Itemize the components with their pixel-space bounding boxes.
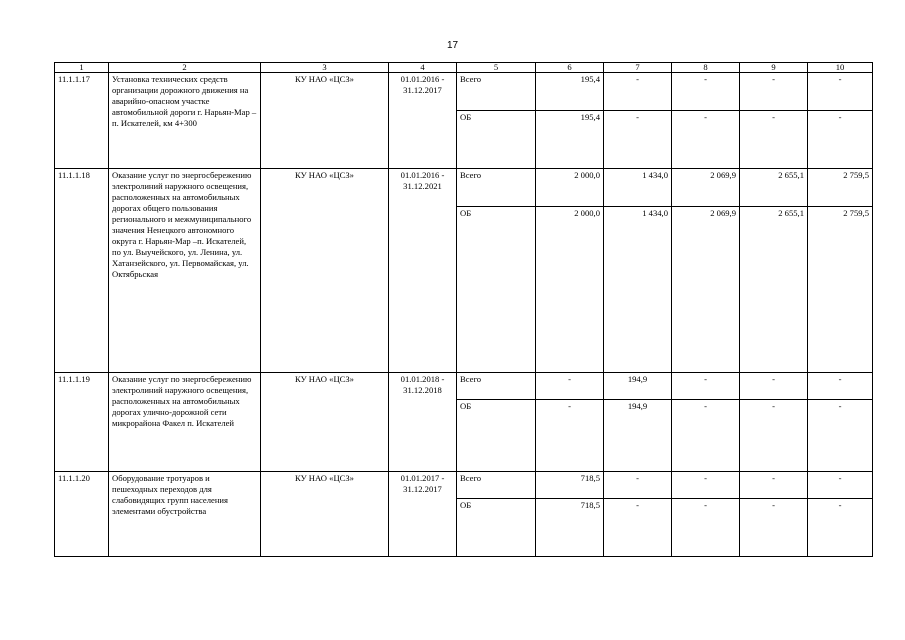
header-cell: 10	[808, 63, 873, 73]
row-value: -	[808, 472, 873, 499]
row-value: 194,9	[604, 400, 672, 472]
header-cell: 7	[604, 63, 672, 73]
row-source: ОБ	[457, 499, 536, 557]
row-executor: КУ НАО «ЦСЗ»	[261, 373, 389, 472]
row-value: -	[740, 472, 808, 499]
table-row	[55, 373, 873, 400]
row-value: 1 434,0	[604, 169, 672, 207]
header-cell: 6	[536, 63, 604, 73]
row-value: -	[604, 472, 672, 499]
row-value: -	[536, 400, 604, 472]
header-cell: 9	[740, 63, 808, 73]
header-cell: 2	[109, 63, 261, 73]
row-source: ОБ	[457, 111, 536, 169]
row-value: -	[604, 111, 672, 169]
row-name: Оказание услуг по энергосбережению электролиний наружного освещения, расположенных на автомобильных дорогах улично-дорожной сети микрорайона Факел п. Искателей	[109, 373, 261, 472]
row-value: 1 434,0	[604, 207, 672, 373]
row-value: 718,5	[536, 472, 604, 499]
row-source: Всего	[457, 373, 536, 400]
row-code: 11.1.1.18	[55, 169, 109, 373]
row-value: -	[672, 499, 740, 557]
table-row	[55, 472, 873, 499]
header-cell: 1	[55, 63, 109, 73]
row-value: -	[672, 400, 740, 472]
row-source: Всего	[457, 73, 536, 111]
row-value: -	[672, 373, 740, 400]
row-value: 195,4	[536, 111, 604, 169]
row-value: 2 655,1	[740, 169, 808, 207]
program-table	[54, 62, 873, 557]
row-name: Оборудование тротуаров и пешеходных переходов для слабовидящих групп населения элементами обустройства	[109, 472, 261, 557]
row-value: 194,9	[604, 373, 672, 400]
row-period: 01.01.2018 - 31.12.2018	[389, 373, 457, 472]
row-executor: КУ НАО «ЦСЗ»	[261, 73, 389, 169]
row-period: 01.01.2016 - 31.12.2021	[389, 169, 457, 373]
row-value: -	[604, 73, 672, 111]
row-value: 2 759,5	[808, 207, 873, 373]
header-cell: 3	[261, 63, 389, 73]
row-value: -	[740, 111, 808, 169]
row-period: 01.01.2016 - 31.12.2017	[389, 73, 457, 169]
row-executor: КУ НАО «ЦСЗ»	[261, 169, 389, 373]
row-value: 2 069,9	[672, 207, 740, 373]
row-value: -	[672, 111, 740, 169]
row-source: ОБ	[457, 207, 536, 373]
row-value: -	[740, 499, 808, 557]
row-value: -	[672, 472, 740, 499]
table-row	[55, 73, 873, 111]
row-value: -	[740, 373, 808, 400]
table-row	[55, 169, 873, 207]
header-cell: 4	[389, 63, 457, 73]
header-row	[55, 63, 873, 73]
row-value: -	[808, 400, 873, 472]
row-value: -	[740, 400, 808, 472]
row-value: -	[808, 73, 873, 111]
row-value: 718,5	[536, 499, 604, 557]
row-value: 2 000,0	[536, 207, 604, 373]
row-value: -	[672, 73, 740, 111]
header-cell: 8	[672, 63, 740, 73]
header-cell: 5	[457, 63, 536, 73]
row-source: ОБ	[457, 400, 536, 472]
row-source: Всего	[457, 169, 536, 207]
row-value: 195,4	[536, 73, 604, 111]
row-value: 2 655,1	[740, 207, 808, 373]
row-name: Установка технических средств организации дорожного движения на аварийно-опасном участке автомобильной дороги г. Нарьян-Мар – п. Искателей, км 4+300	[109, 73, 261, 169]
row-value: 2 759,5	[808, 169, 873, 207]
row-value: -	[808, 373, 873, 400]
row-code: 11.1.1.19	[55, 373, 109, 472]
row-value: -	[604, 499, 672, 557]
row-value: 2 069,9	[672, 169, 740, 207]
row-code: 11.1.1.17	[55, 73, 109, 169]
row-period: 01.01.2017 - 31.12.2017	[389, 472, 457, 557]
row-name: Оказание услуг по энергосбережению электролиний наружного освещения, расположенных на автомобильных дорогах общего пользования регионального и межмуниципального значения Ненецкого автономного округа г. Нарьян-Мар –п. Искателей, по ул. Выучейского, ул. Ленина, ул. Хатанзейского, ул. Первомайская, ул. Октябрьская	[109, 169, 261, 373]
row-value: -	[740, 73, 808, 111]
page-number: 17	[446, 40, 459, 51]
row-source: Всего	[457, 472, 536, 499]
row-value: -	[808, 499, 873, 557]
row-value: 2 000,0	[536, 169, 604, 207]
row-value: -	[536, 373, 604, 400]
row-value: -	[808, 111, 873, 169]
row-code: 11.1.1.20	[55, 472, 109, 557]
row-executor: КУ НАО «ЦСЗ»	[261, 472, 389, 557]
